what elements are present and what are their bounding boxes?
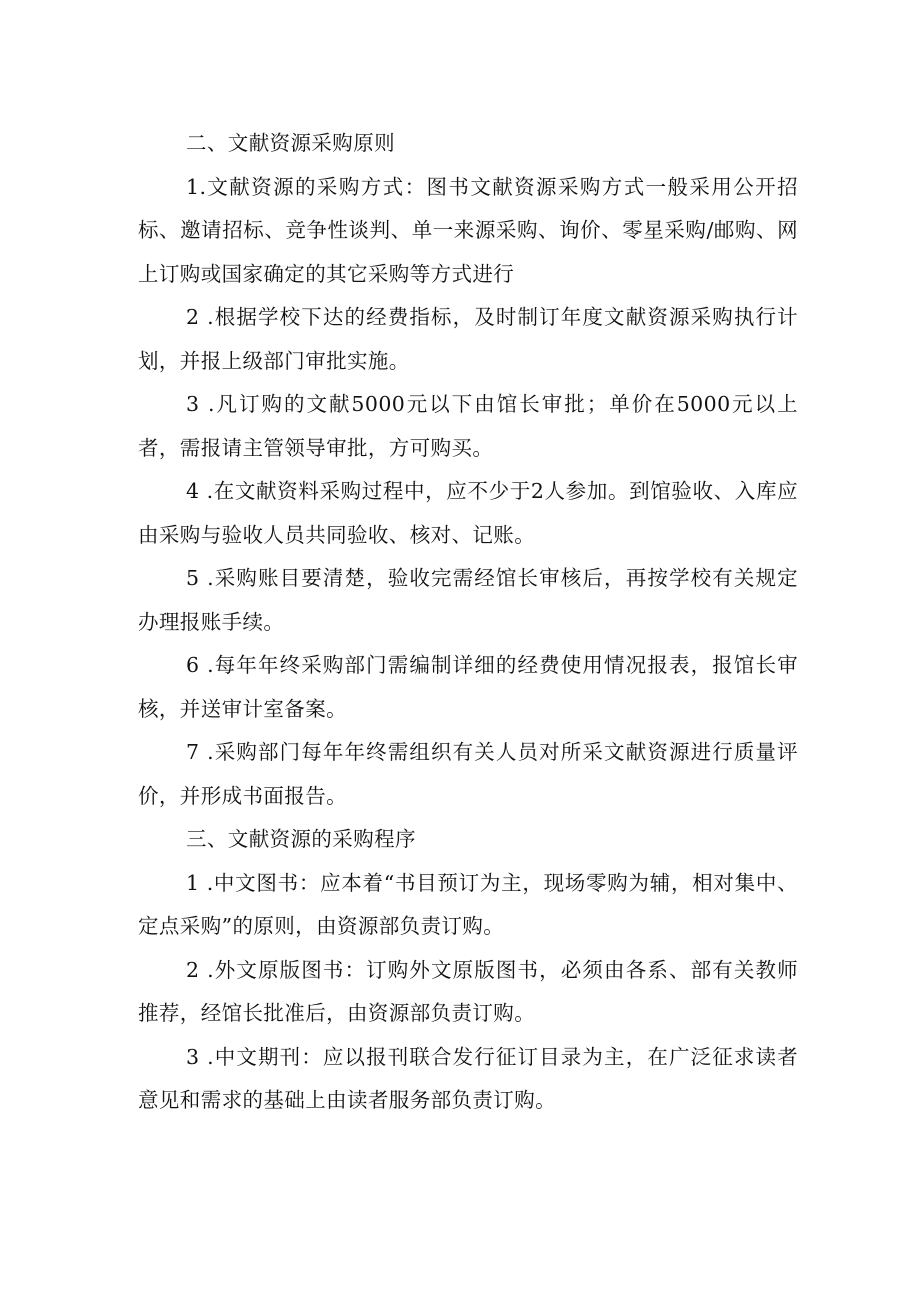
section-heading-procurement-procedure: 三、文献资源的采购程序 bbox=[186, 827, 416, 851]
procedure-item-3: 3 .中文期刊：应以报刊联合发行征订目录为主，在广泛征求读者意见和需求的基础上由读者服务部负责订购。 bbox=[138, 1044, 798, 1112]
principle-item-1: 1.文献资源的采购方式：图书文献资源采购方式一般采用公开招标、邀请招标、竞争性谈判、单一来源采购、询价、零星采购/邮购、网上订购或国家确定的其它采购等方式进行 bbox=[138, 174, 798, 286]
principle-item-4: 4 .在文献资料采购过程中，应不少于2人参加。到馆验收、入库应由采购与验收人员共同验收、核对、记账。 bbox=[138, 479, 798, 547]
section-heading-procurement-principles: 二、文献资源采购原则 bbox=[186, 131, 395, 155]
procedure-item-2: 2 .外文原版图书：订购外文原版图书，必须由各系、部有关教师推荐，经馆长批准后，由资源部负责订购。 bbox=[138, 957, 798, 1025]
principle-item-2: 2 .根据学校下达的经费指标，及时制订年度文献资源采购执行计划，并报上级部门审批实施。 bbox=[138, 305, 798, 373]
principle-item-3: 3 .凡订购的文献5000元以下由馆长审批；单价在5000元以上者，需报请主管领导审批，方可购买。 bbox=[138, 392, 798, 460]
procedure-item-1: 1 .中文图书：应本着“书目预订为主，现场零购为辅，相对集中、定点采购”的原则，由资源部负责订购。 bbox=[138, 870, 798, 938]
principle-item-5: 5 .采购账目要清楚，验收完需经馆长审核后，再按学校有关规定办理报账手续。 bbox=[138, 566, 798, 634]
document-body bbox=[138, 122, 798, 1123]
principle-item-6: 6 .每年年终采购部门需编制详细的经费使用情况报表，报馆长审核，并送审计室备案。 bbox=[138, 653, 798, 721]
principle-item-7: 7 .采购部门每年年终需组织有关人员对所采文献资源进行质量评价，并形成书面报告。 bbox=[138, 740, 798, 808]
